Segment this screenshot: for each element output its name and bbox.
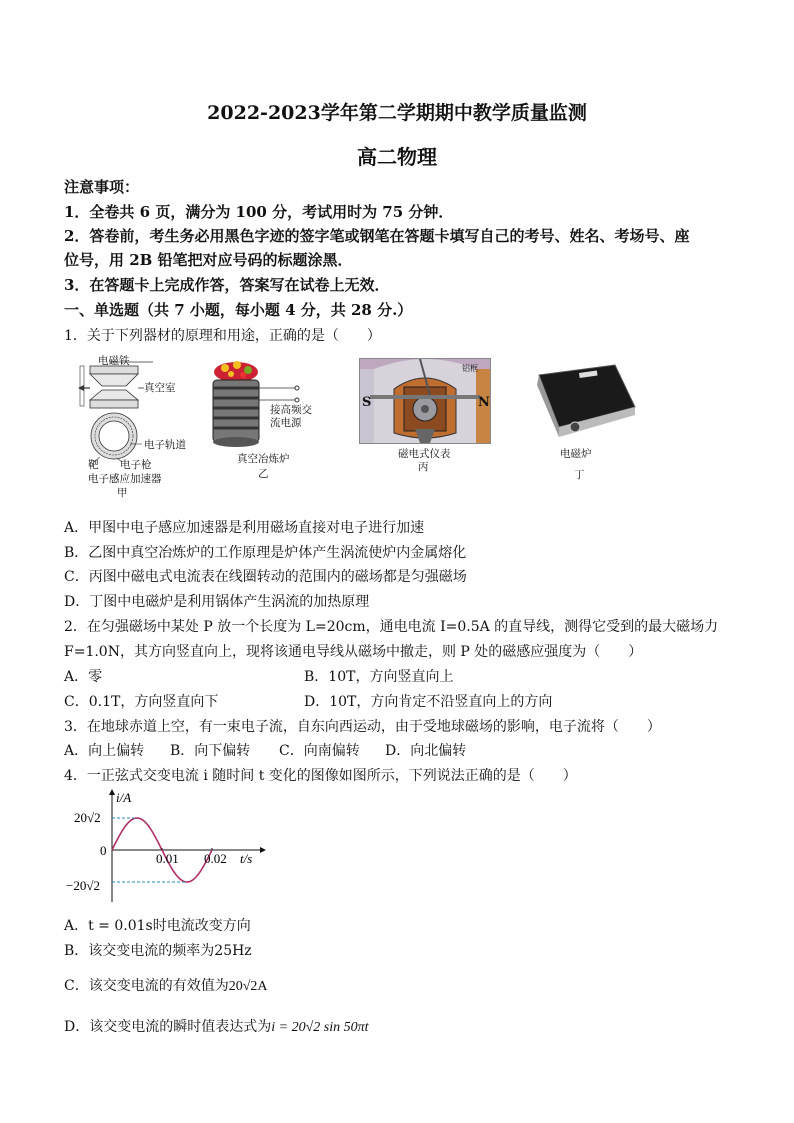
- label-betatron: 电子感应加速器: [88, 473, 162, 485]
- q1-option-c: C．丙图中磁电式电流表在线圈转动的范围内的磁场都是匀强磁场: [64, 569, 467, 585]
- page-title: 2022-2023学年第二学期期中教学质量监测: [207, 102, 587, 124]
- section-heading: 一、单选题（共 7 小题，每小题 4 分，共 28 分.）: [64, 301, 413, 319]
- q3-option-b: B．向下偏转: [170, 743, 251, 759]
- q4-option-c-prefix: C．该交变电流的有效值为: [64, 978, 229, 994]
- figure-ding: [527, 355, 637, 445]
- label-electron-orbit: 电子轨道: [144, 439, 186, 451]
- notice-item-1: 1．全卷共 6 页，满分为 100 分，考试用时为 75 分钟．: [64, 203, 454, 221]
- q3-option-c: C．向南偏转: [279, 743, 360, 759]
- label-hf-power-2: 流电源: [270, 417, 302, 429]
- label-hf-power-1: 接高频交: [270, 404, 312, 416]
- label-s-pole: S: [362, 395, 372, 410]
- label-moving-coil-meter: 磁电式仪表: [398, 448, 451, 460]
- q4-option-d-prefix: D．该交变电流的瞬时值表达式为: [64, 1019, 272, 1035]
- figure-ding-caption: 丁: [574, 469, 585, 481]
- q2-option-d: D．10T，方向肯定不沿竖直向上的方向: [304, 694, 553, 710]
- x-axis-label: t/s: [240, 851, 253, 866]
- notice-item-3: 3．在答题卡上完成作答，答案写在试卷上无效．: [64, 276, 390, 294]
- q1-option-b: B．乙图中真空冶炼炉的工作原理是炉体产生涡流使炉内金属熔化: [64, 545, 467, 561]
- figure-yi-caption: 乙: [258, 468, 269, 480]
- figure-bing-caption: 丙: [418, 461, 429, 473]
- label-vacuum-chamber: 真空室: [144, 382, 176, 394]
- label-induction-cooker: 电磁炉: [560, 448, 592, 460]
- label-electromagnet: 电磁铁: [98, 355, 130, 367]
- notice-item-2-cont: 位号，用 2B 铅笔把对应号码的标题涂黑．: [64, 251, 353, 269]
- label-n-pole: N: [478, 395, 490, 410]
- q3-stem: 3．在地球赤道上空，有一束电子流，自东向西运动，由于受地球磁场的影响，电子流将（ ）: [64, 719, 661, 735]
- notice-heading: 注意事项：: [64, 178, 140, 196]
- y-tick-bottom: −20√2: [66, 878, 100, 893]
- q4-option-a: A．t = 0.01s时电流改变方向: [64, 918, 251, 934]
- x-tick-001: 0.01: [156, 851, 179, 866]
- q2-option-c: C．0.1T，方向竖直向下: [64, 694, 219, 710]
- q3-option-d: D．向北偏转: [385, 743, 467, 759]
- q4-stem: 4．一正弦式交变电流 i 随时间 t 变化的图像如图所示，下列说法正确的是（ ）: [64, 768, 577, 784]
- q3-option-a: A．向上偏转: [64, 743, 145, 759]
- x-tick-002: 0.02: [204, 851, 227, 866]
- q4-option-d-value: i = 20√2 sin 50πt: [271, 1020, 369, 1035]
- q1-stem: 1．关于下列器材的原理和用途，正确的是（ ）: [64, 328, 381, 344]
- q4-option-b: B．该交变电流的频率为25Hz: [64, 943, 252, 959]
- y-tick-top: 20√2: [74, 810, 101, 825]
- label-electron-gun: 电子枪: [120, 459, 152, 471]
- figure-jia-caption: 甲: [117, 487, 128, 499]
- q1-option-d: D．丁图中电磁炉是利用锅体产生涡流的加热原理: [64, 594, 370, 610]
- q4-option-c-value: 20√2A: [228, 979, 268, 994]
- label-target: 靶: [88, 459, 99, 471]
- q4-option-d: [64, 1016, 369, 1036]
- y-axis-label: i/A: [116, 790, 132, 805]
- notice-item-2: 2．答卷前，考生务必用黑色字迹的签字笔或钢笔在答题卡填写自己的考号、姓名、考场号、座: [64, 227, 690, 245]
- q2-stem-line2: F=1.0N，其方向竖直向上，现将该通电导线从磁场中撤走，则 P 处的磁感应强度为（ ）: [64, 644, 643, 660]
- q4-option-c: [64, 975, 268, 995]
- q2-option-a: A．零: [64, 669, 103, 685]
- label-al-frame: 铝框: [462, 364, 478, 373]
- q2-stem-line1: 2．在匀强磁场中某处 P 放一个长度为 L=20cm，通电电流 I=0.5A 的直导线，测得它受到的最大磁场力: [64, 619, 719, 635]
- label-vacuum-furnace: 真空冶炼炉: [237, 453, 290, 465]
- y-tick-zero: 0: [100, 843, 107, 858]
- q4-current-chart: [60, 786, 270, 904]
- q1-option-a: A．甲图中电子感应加速器是利用磁场直接对电子进行加速: [64, 520, 425, 536]
- q2-option-b: B．10T，方向竖直向上: [304, 669, 454, 685]
- page-subtitle: 高二物理: [357, 145, 437, 169]
